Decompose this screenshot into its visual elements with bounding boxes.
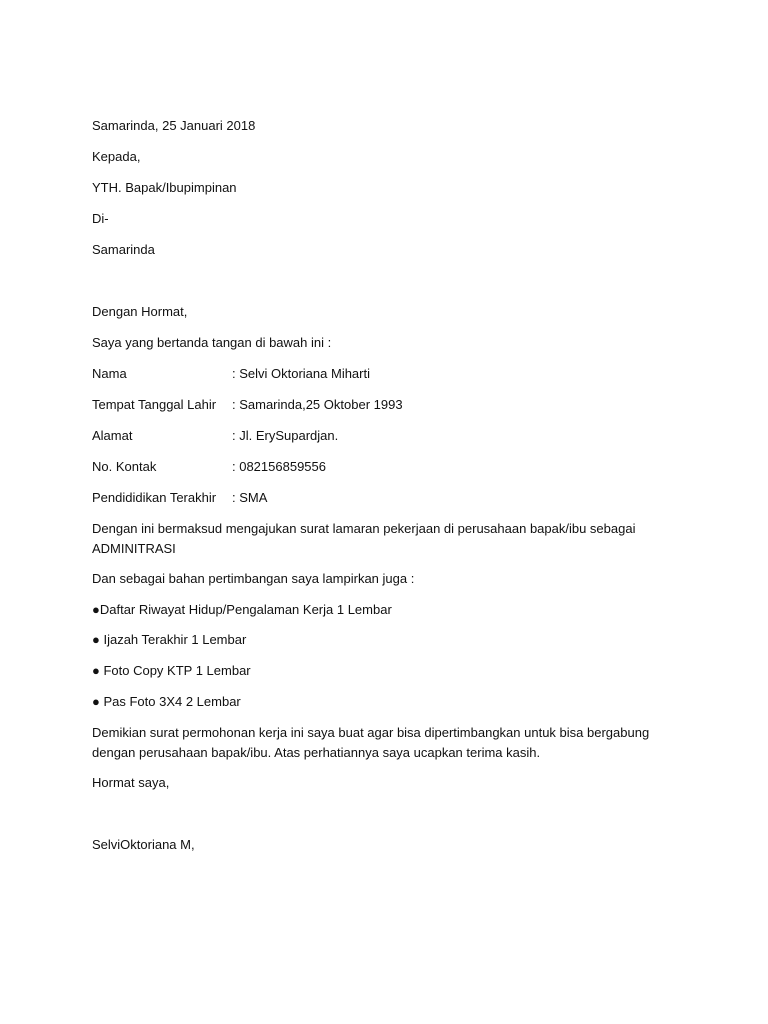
field-value: : 082156859556 [232, 459, 326, 474]
recipient: YTH. Bapak/Ibupimpinan [92, 180, 237, 195]
field-label: Tempat Tanggal Lahir [92, 397, 217, 412]
intro-line: Saya yang bertanda tangan di bawah ini : [92, 335, 332, 350]
field-label: Alamat [92, 428, 133, 443]
attachment-item: ●Daftar Riwayat Hidup/Pengalaman Kerja 1 Lembar [92, 602, 392, 617]
di-line: Di- [92, 211, 109, 226]
purpose-line-2: ADMINITRASI [92, 541, 176, 556]
attachment-item: ● Foto Copy KTP 1 Lembar [92, 663, 251, 678]
salutation: Dengan Hormat, [92, 304, 188, 319]
closing-paragraph [92, 723, 672, 763]
field-value: : Jl. ErySupardjan. [232, 428, 339, 443]
closing-line-1: Demikian surat permohonan kerja ini saya buat agar bisa dipertimbangkan untuk bisa bergabung [92, 725, 650, 740]
attachment-item: ● Pas Foto 3X4 2 Lembar [92, 694, 241, 709]
attachments-intro: Dan sebagai bahan pertimbangan saya lampirkan juga : [92, 571, 415, 586]
field-value: : Selvi Oktoriana Miharti [232, 366, 370, 381]
signature-name: SelviOktoriana M, [92, 837, 195, 852]
purpose-paragraph [92, 519, 672, 559]
field-row-education [92, 490, 267, 506]
field-value: : SMA [232, 490, 268, 505]
to-label: Kepada, [92, 149, 141, 164]
sign-off: Hormat saya, [92, 775, 170, 790]
purpose-line-1: Dengan ini bermaksud mengajukan surat lamaran pekerjaan di perusahaan bapak/ibu sebagai [92, 521, 636, 536]
field-value: : Samarinda,25 Oktober 1993 [232, 397, 403, 412]
date-line: Samarinda, 25 Januari 2018 [92, 118, 256, 133]
field-row-birth [92, 397, 403, 413]
attachment-item: ● Ijazah Terakhir 1 Lembar [92, 632, 247, 647]
city-line: Samarinda [92, 242, 155, 257]
field-label: Nama [92, 366, 127, 381]
closing-line-2: dengan perusahaan bapak/ibu. Atas perhatiannya saya ucapkan terima kasih. [92, 745, 541, 760]
field-label: Pendididikan Terakhir [92, 490, 217, 505]
field-row-contact [92, 459, 326, 475]
field-label: No. Kontak [92, 459, 157, 474]
field-row-name [92, 366, 370, 382]
field-row-address [92, 428, 338, 444]
